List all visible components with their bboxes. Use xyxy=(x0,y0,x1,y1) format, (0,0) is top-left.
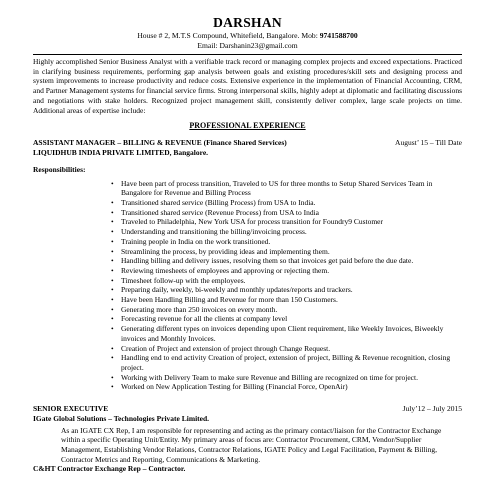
address-text: House # 2, M.T.S Compound, Whitefield, Bangalore. Mob: xyxy=(137,31,320,40)
list-item: • Worked on New Application Testing for Billing (Financial Force, OpenAir) xyxy=(111,382,462,392)
list-item: • Traveled to Philadelphia, New York USA for process transition for Foundry9 Customer xyxy=(111,217,462,227)
list-item: • Have been part of process transition, Traveled to US for three months to Setup Shared Services Team in Bangalore for Revenue and Billing Process xyxy=(111,179,462,198)
header-divider xyxy=(33,54,462,55)
list-item: • Transitioned shared service (Billing Process) from USA to India. xyxy=(111,198,462,208)
list-item: • Generating more than 250 invoices on every month. xyxy=(111,305,462,315)
job1-company: LIQUIDHUB INDIA PRIVATE LIMITED, Bangalore. xyxy=(33,147,209,157)
job1-title: ASSISTANT MANAGER – BILLING & REVENUE (Finance Shared Services) xyxy=(33,138,287,148)
list-item: • Understanding and transitioning the billing/invoicing process. xyxy=(111,227,462,237)
mobile-number: 9741588700 xyxy=(319,31,358,40)
job2-company: IGate Global Solutions – Technologies Private Limited. xyxy=(33,413,210,423)
job2-title: SENIOR EXECUTIVE xyxy=(33,404,109,414)
section-spacer xyxy=(33,392,462,404)
list-item: • Transitioned shared service (Revenue Process) from USA to India xyxy=(111,208,462,218)
list-item: • Creation of Project and extension of project through Change Request. xyxy=(111,344,462,354)
job2-subrole: C&HT Contractor Exchange Rep – Contractor. xyxy=(33,464,186,474)
list-item: • Preparing daily, weekly, bi-weekly and monthly updates/reports and trackers. xyxy=(111,285,462,295)
job1-dates: August’ 15 – Till Date xyxy=(395,138,462,148)
candidate-name: DARSHAN xyxy=(213,15,282,30)
job2-header xyxy=(33,404,462,414)
job1-header xyxy=(33,138,462,148)
list-item: • Training people in India on the work transitioned. xyxy=(111,237,462,247)
list-item: • Timesheet follow-up with the employees. xyxy=(111,276,462,286)
list-item: • Forecasting revenue for all the clients at company level xyxy=(111,314,462,324)
list-item: • Handling end to end activity Creation of project, extension of project, Billing & Revenue recognition, closing project. xyxy=(111,353,462,372)
email-address[interactable]: Darshanin23@gmail.com xyxy=(219,41,298,50)
list-item: • Have been Handling Billing and Revenue for more than 150 Customers. xyxy=(111,295,462,305)
contact-email-line xyxy=(33,41,462,51)
list-item: • Handling billing and delivery issues, resolving them so that invoices get paid before the due date. xyxy=(111,256,462,266)
job2-description: As an IGATE CX Rep, I am responsible for representing and acting as the primary contact/liaison for the Contractor Exchange within a specific Operating Unit/Entity. My primary areas of focus are: Contractor Procurement, CRM, Vendor/Supplier Management, Establishing Vendor Relations, Contractor Relations, IGATE Policy and Legal Facilitation, Payment & Billing, Contractor Metrics and Reporting, Communications & Marketing. xyxy=(61,425,442,464)
list-item: • Working with Delivery Team to make sure Revenue and Billing are recognized on time for project. xyxy=(111,373,462,383)
profile-summary: Highly accomplished Senior Business Analyst with a verifiable track record or managing complex projects and exceed expectations. Practiced in clarifying business requirements, performing gap analysis between goals and existing procedures/skill sets and designing process and system improvements to increase productivity and reduce costs. Extensive experience in the implementation of Financial Accounting, CRM, and Partner Management systems for financial service firms. Strong interpersonal skills, highly adept at diplomatic and facilitating discussions and negotiations with stake holders. Recognized project management skill, consistently deliver complex, large scale projects on time. Additional areas of expertise include: xyxy=(33,57,462,115)
list-item: • Reviewing timesheets of employees and approving or rejecting them. xyxy=(111,266,462,276)
email-label: Email: xyxy=(197,41,220,50)
job2-dates: July’12 – July 2015 xyxy=(402,404,462,414)
contact-address-line xyxy=(33,31,462,41)
section-title-experience: PROFESSIONAL EXPERIENCE xyxy=(189,121,306,131)
list-item: • Generating different types on invoices depending upon Client requirement, like Weekly Invoices, Biweekly invoices and Monthly Invoices. xyxy=(111,324,462,343)
list-item: • Streamlining the process, by providing ideas and implementing them. xyxy=(111,247,462,257)
responsibilities-label: Responsibilities: xyxy=(33,164,86,174)
job1-responsibility-list xyxy=(33,179,462,392)
